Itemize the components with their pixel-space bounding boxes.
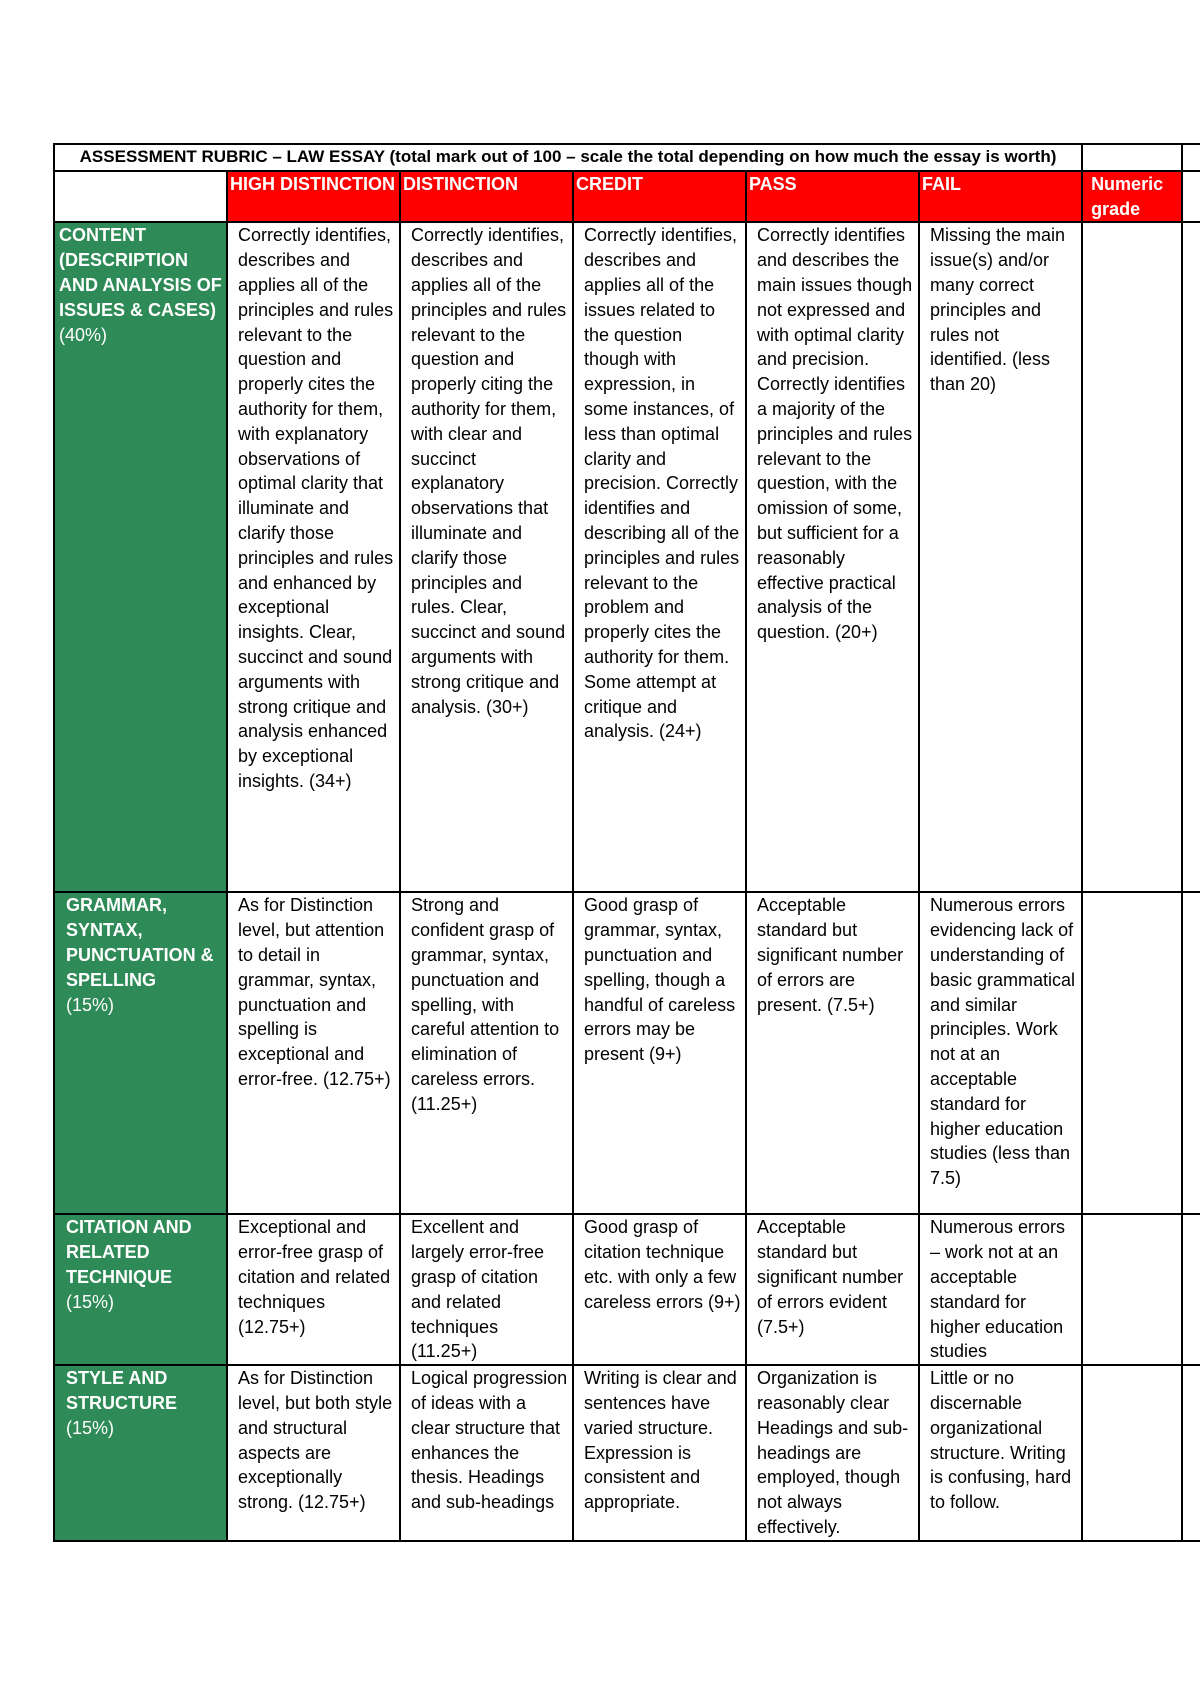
criterion-content (54, 222, 227, 892)
rubric-row-citation (54, 1214, 1200, 1365)
criterion-label: CONTENT (DESCRIPTION AND ANALYSIS OF ISSUES & CASES) (59, 225, 222, 320)
descriptor-cell: Acceptable standard but significant number of errors are present. (7.5+) (746, 892, 919, 1214)
criterion-label: STYLE AND STRUCTURE (66, 1368, 177, 1413)
descriptor-cell: Little or no discernable organizational structure. Writing is confusing, hard to follow. (919, 1365, 1082, 1541)
level-pass: PASS (746, 171, 919, 223)
criterion-weight: (40%) (59, 324, 108, 345)
descriptor-cell: Logical progression of ideas with a clear structure that enhances the thesis. Headings and sub-headings (400, 1365, 573, 1541)
descriptor-cell: As for Distinction level, but attention to detail in grammar, syntax, punctuation and spelling is exceptional and error-free. (12.75+) (227, 892, 400, 1214)
title-grade-cell (1082, 144, 1182, 171)
descriptor-cell: Excellent and largely error-free grasp of citation and related techniques (11.25+) (400, 1214, 573, 1365)
header-extra-cell (1182, 171, 1200, 223)
numeric-grade-cell (1082, 892, 1182, 1214)
level-header-row (54, 171, 1200, 223)
descriptor-cell: Numerous errors evidencing lack of understanding of basic grammatical and similar principles. Work not at an acceptable standard for higher education studies (less than 7.5) (919, 892, 1082, 1214)
extra-cell (1182, 222, 1200, 892)
extra-cell (1182, 1214, 1200, 1365)
criterion-header-cell (54, 171, 227, 223)
title-extra-cell (1182, 144, 1200, 171)
level-high-distinction: HIGH DISTINCTION (227, 171, 400, 223)
descriptor-cell: Correctly identifies, describes and applies all of the principles and rules relevant to the question and properly cites the authority for them, with explanatory observations of optimal clarity that illuminate and clarify those principles and rules and enhanced by exceptional insights. Clear, succinct and sound arguments with strong critique and analysis enhanced by exceptional insights. (34+) (227, 222, 400, 892)
descriptor-cell: As for Distinction level, but both style and structural aspects are exceptionally strong. (12.75+) (227, 1365, 400, 1541)
assessment-rubric-table (53, 143, 1200, 1542)
criterion-weight: (15%) (66, 1291, 115, 1312)
level-credit: CREDIT (573, 171, 746, 223)
rubric-row-grammar (54, 892, 1200, 1214)
descriptor-cell: Organization is reasonably clear Headings and sub-headings are employed, though not always effectively. (746, 1365, 919, 1541)
title-row (54, 144, 1200, 171)
descriptor-cell: Correctly identifies, describes and applies all of the principles and rules relevant to the question and properly citing the authority for them, with clear and succinct explanatory observations that illuminate and clarify those principles and rules. Clear, succinct and sound arguments with strong critique and analysis. (30+) (400, 222, 573, 892)
level-distinction: DISTINCTION (400, 171, 573, 223)
descriptor-cell: Exceptional and error-free grasp of citation and related techniques (12.75+) (227, 1214, 400, 1365)
rubric-row-style (54, 1365, 1200, 1541)
criterion-label: CITATION AND RELATED TECHNIQUE (66, 1217, 192, 1287)
rubric-row-content (54, 222, 1200, 892)
criterion-citation (54, 1214, 227, 1365)
numeric-grade-cell (1082, 1214, 1182, 1365)
level-fail: FAIL (919, 171, 1082, 223)
criterion-weight: (15%) (66, 1417, 115, 1438)
criterion-label: GRAMMAR, SYNTAX, PUNCTUATION & SPELLING (66, 895, 214, 990)
descriptor-cell: Correctly identifies, describes and applies all of the issues related to the question though with expression, in some instances, of less than optimal clarity and precision. Correctly identifies and describing all of the principles and rules relevant to the problem and properly cites the authority for them. Some attempt at critique and analysis. (24+) (573, 222, 746, 892)
numeric-grade-cell (1082, 222, 1182, 892)
descriptor-cell: Good grasp of grammar, syntax, punctuation and spelling, though a handful of careless errors may be present (9+) (573, 892, 746, 1214)
criterion-style (54, 1365, 227, 1541)
descriptor-cell: Numerous errors – work not at an acceptable standard for higher education studies (919, 1214, 1082, 1365)
descriptor-cell: Acceptable standard but significant number of errors evident (7.5+) (746, 1214, 919, 1365)
criterion-grammar (54, 892, 227, 1214)
rubric-title: ASSESSMENT RUBRIC – LAW ESSAY (total mark out of 100 – scale the total depending on how much the essay is worth) (54, 144, 1082, 171)
descriptor-cell: Writing is clear and sentences have varied structure. Expression is consistent and appropriate. (573, 1365, 746, 1541)
numeric-grade-cell (1082, 1365, 1182, 1541)
numeric-grade-header: Numeric grade (1082, 171, 1182, 223)
descriptor-cell: Correctly identifies and describes the main issues though not expressed and with optimal clarity and precision. Correctly identifies a majority of the principles and rules relevant to the question, with the omission of some, but sufficient for a reasonably effective practical analysis of the question. (20+) (746, 222, 919, 892)
criterion-weight: (15%) (66, 994, 115, 1015)
extra-cell (1182, 1365, 1200, 1541)
descriptor-cell: Strong and confident grasp of grammar, syntax, punctuation and spelling, with careful attention to elimination of careless errors. (11.25+) (400, 892, 573, 1214)
descriptor-cell: Good grasp of citation technique etc. with only a few careless errors (9+) (573, 1214, 746, 1365)
descriptor-cell: Missing the main issue(s) and/or many correct principles and rules not identified. (less than 20) (919, 222, 1082, 892)
extra-cell (1182, 892, 1200, 1214)
